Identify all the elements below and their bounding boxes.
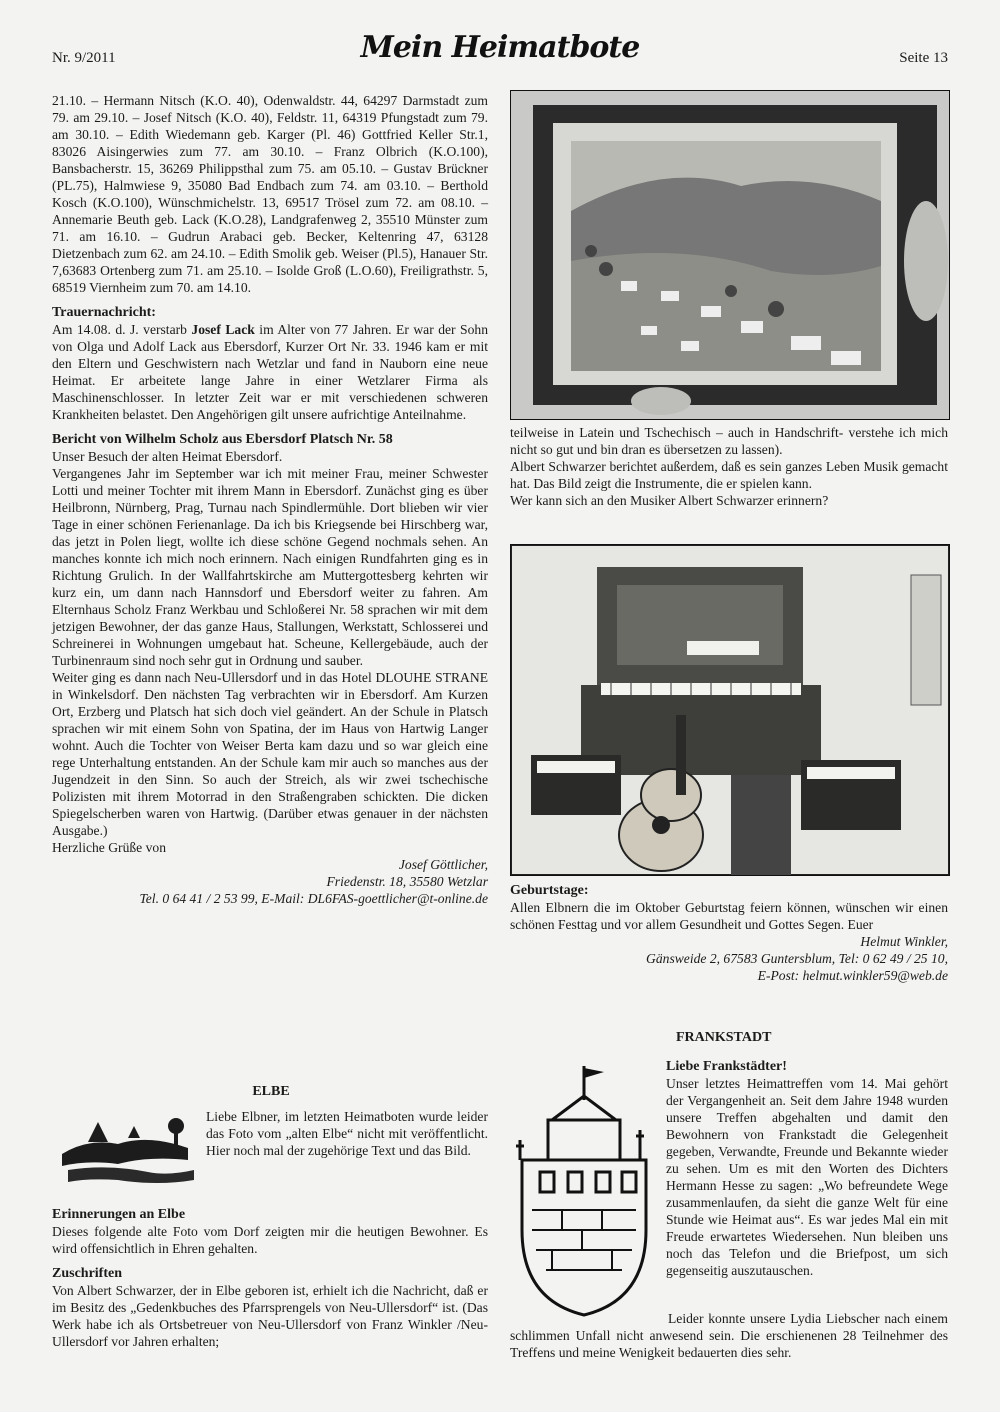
elbe-birthdays-title: Geburtstage: [510,883,589,898]
elbe-title: ELBE [252,1084,290,1099]
elbe-birthdays-block [510,882,948,984]
mourning-title: Trauernachricht: [52,305,156,320]
issue-number: Nr. 9/2011 [52,50,116,66]
elbe-memories-title: Erinnerungen an Elbe [52,1207,186,1222]
report-subtitle: Unser Besuch der alten Heimat Ebersdorf. [52,449,283,464]
report-paragraph-1: Vergangenes Jahr im September war ich mit meiner Frau, meiner Schwester Lotti und meiner Tochter mit ihrem Mann in Ebersdorf. Zunächst ging es über Heilbronn, Nürnberg, Prag, Turnau nach Spindlermühle. Dort blieben wir vier Tage in einer schönen Ferienanlage. Da ich bis Kriegsende bei Hirschberg war, das jetzt in Polen liegt, wollte ich diese schöne Gegend nochmals sehen. An manches konnte ich mich noch erinnern. Nach einigen Rundfahrten ging es in Richtung Grulich. In der Wallfahrtskirche am Muttergottesberg kehrten wir kurz ein, um dann nach Hannsdorf und Ebersdorf weiter zu fahren. Am Elternhaus Scholz Franz Werkbau und Schloßerei Nr. 58 sprachen wir mit dem jetzigen Bewohner, der das ganze Haus, Stallungen, Werkstatt, Schlosserei und Schreinerei in Wohnungen umgebaut hat. Scheune, Kellergebäude, auch der Turbinenraum sind noch sehr gut in Ordnung und sauber. [52,466,488,668]
right-column-text [510,424,948,509]
winkler-signature-name: Helmut Winkler, [860,934,948,949]
elbe-landscape-drawing [58,1108,198,1198]
frankstadt-crest-drawing [512,1060,656,1320]
elbe-birthdays-text: Allen Elbnern die im Oktober Geburtstag feiern können, wünschen wir einen schönen Festtag und vor allem Gesundheit und Gottes Segen. Euer [510,900,948,932]
instruments-photo [510,544,950,876]
frankstadt-title: FRANKSTADT [676,1030,772,1045]
frankstadt-main [666,1058,948,1279]
mourning-text: Am 14.08. d. J. verstarb Josef Lack im Alter von 77 Jahren. Er war der Sohn von Olga und Adolf Lack aus Ebersdorf, Kurzer Ort Nr. 33. 1946 kam er mit den Eltern und Geschwistern nach Wetzlar und fand in Nauborn eine neue Heimat. Er arbeitete lange Jahre in einer Wetzlarer Firma als Maschinenschlosser. In letzter Zeit war er mit verschiedenen schweren Krankheiten belastet. Den Angehörigen gilt unsere aufrichtige Anteilnahme. [52,322,488,422]
frankstadt-greeting: Liebe Frankstädter! [666,1059,787,1074]
elbe-bottom-block [52,1206,488,1350]
elbe-intro: Liebe Elbner, im letzten Heimatboten wurde leider das Foto vom „alten Elbe“ nicht mit veröffentlicht. Hier noch mal der zugehörige Text und das Bild. [206,1109,488,1158]
report-signature-address: Friedenstr. 18, 35580 Wetzlar [326,874,488,889]
elbe-memories-text: Dieses folgende alte Foto vom Dorf zeigten mir die heutigen Bewohner. Es wird offensichtlich in Ehren gehalten. [52,1224,488,1256]
frankstadt-text: Unser letztes Heimattreffen vom 14. Mai gehört der Vergangenheit an. Seit dem Jahre 1948 wurden unsere Treffen abgehalten und damit den Bewohnern von Frankstadt die Gelegenheit gegeben, Verwandte, Freunde und Bekannte wieder zu sehen. Um es mit den Worten des Dichters Hermann Hesse zu sagen: „Wo befreundete Wege zusammenlaufen, da sieht die ganze Welt für eine Stunde wie Heimat aus“. Es war jedes Mal ein mit Freude erwartetes Wiedersehen. Nun bleiben uns noch das Telefon und die Briefpost, um sich gegenseitig auszutauschen. [666,1076,948,1278]
musician-question: Wer kann sich an den Musiker Albert Schwarzer erinnern? [510,493,829,508]
instruments-illustration [511,545,949,875]
elbe-letters-text: Von Albert Schwarzer, der in Elbe geboren ist, erhielt ich die Nachricht, daß er im Besitz des „Gedenkbuches des Pfarrsprengels von Neu-Ullersdorf“ ist. (Das Werk habe ich als Ortsbetreuer von Neu-Ullersdorf von Franz Winkler /Neu-Ullersdorf vor Jahren erhalten; [52,1283,488,1349]
village-photo-framed [510,90,950,420]
report-signature-name: Josef Göttlicher, [398,857,488,872]
birthday-list: 21.10. – Hermann Nitsch (K.O. 40), Odenwaldstr. 44, 64297 Darmstadt zum 79. am 29.10. – Josef Nitsch (K.O. 40), Feldstr. 11, 64319 Pfungstadt zum 79. am 30.10. – Edith Wiedemann geb. Karger (Pl. 46) Gottfried Keller Str.1, 83026 Aisingerwies zum 77. am 30.10. – Franz Olbrich (K.O.100), Bansbacherstr. 15, 36269 Philippsthal zum 75. am 05.10. – Gustav Brückner (PL.75), Halmwiese 9, 35080 Bad Endbach zum 74. am 03.10. – Berthold Kosch (K.O.100), Wünschmichelstr. 13, 69517 Trösel zum 72. am 08.10. – Annemarie Beuth geb. Lack (K.O.28), Landgrafenweg 2, 35510 Münster zum 71. am 16.10. – Gudrun Arabaci geb. Becker, Keltenring 47, 63128 Dietzenbach zum 62. am 24.10. – Edith Smolik geb. Weiser (Pl.5), Hanauer Str. 7,63683 Ortenberg zum 71. am 25.10. – Isolde Groß (L.O.60), Freiligrathstr. 5, 68519 Viernheim zum 70. am 14.10. [52,93,488,295]
elbe-letters-title: Zuschriften [52,1266,122,1281]
report-title: Bericht von Wilhelm Scholz aus Ebersdorf Platsch Nr. 58 [52,432,393,447]
masthead-logo: Mein Heimatbote [360,30,640,65]
winkler-signature-address: Gänsweide 2, 67583 Guntersblum, Tel: 0 62 49 / 25 10, [646,951,948,966]
winkler-signature-mail: E-Post: helmut.winkler59@web.de [757,968,948,983]
report-paragraph-2: Weiter ging es dann nach Neu-Ullersdorf und in das Hotel DLOUHE STRANE in Winkelsdorf. Den nächsten Tag verbrachten wir in Ebersdorf. Am Kurzen Ort, Erzberg und Platsch hat sich doch viel geändert. An der Schule in Platsch sprachen wir mit einem Sohn von Spatina, der im Haus von Hartwig Langer wohnt. Auch die Tochter von Weiser Berta kam dazu und so war gleich eine rege Unterhaltung entstanden. An der Schule kam mir auch so manches aus der Jugendzeit in den Sinn. So auch der Streich, als wir zwei tschechische Polizisten mit ihrem Motorrad in den Straßengraben schickten. Die dicken Spiegelscherben waren von Hartwig. (Darüber etwas genauer in der nächsten Ausgabe.) [52,670,488,838]
report-greeting: Herzliche Grüße von [52,840,166,855]
page-number: Seite 13 [899,50,948,66]
music-note: Albert Schwarzer berichtet außerdem, daß es sein ganzes Leben Musik gemacht hat. Das Bild zeigt die Instrumente, die er spielen kann. [510,459,948,491]
village-photo-illustration [511,91,949,419]
report-signature-contact: Tel. 0 64 41 / 2 53 99, E-Mail: DL6FAS-goettlicher@t-online.de [139,891,488,906]
left-column-top [52,92,488,907]
frankstadt-text-continued: Leider konnte unsere Lydia Liebscher nach einem schlimmen Unfall nicht anwesend sein. Die erschienenen 28 Teilnehmer des Treffens und meine Wenigkeit bedauerten dies sehr. [510,1311,948,1360]
translation-note: teilweise in Latein und Tschechisch – auch in Handschrift- verstehe ich mich nicht so gut und bin dran es übersetzen zu lassen). [510,425,948,457]
